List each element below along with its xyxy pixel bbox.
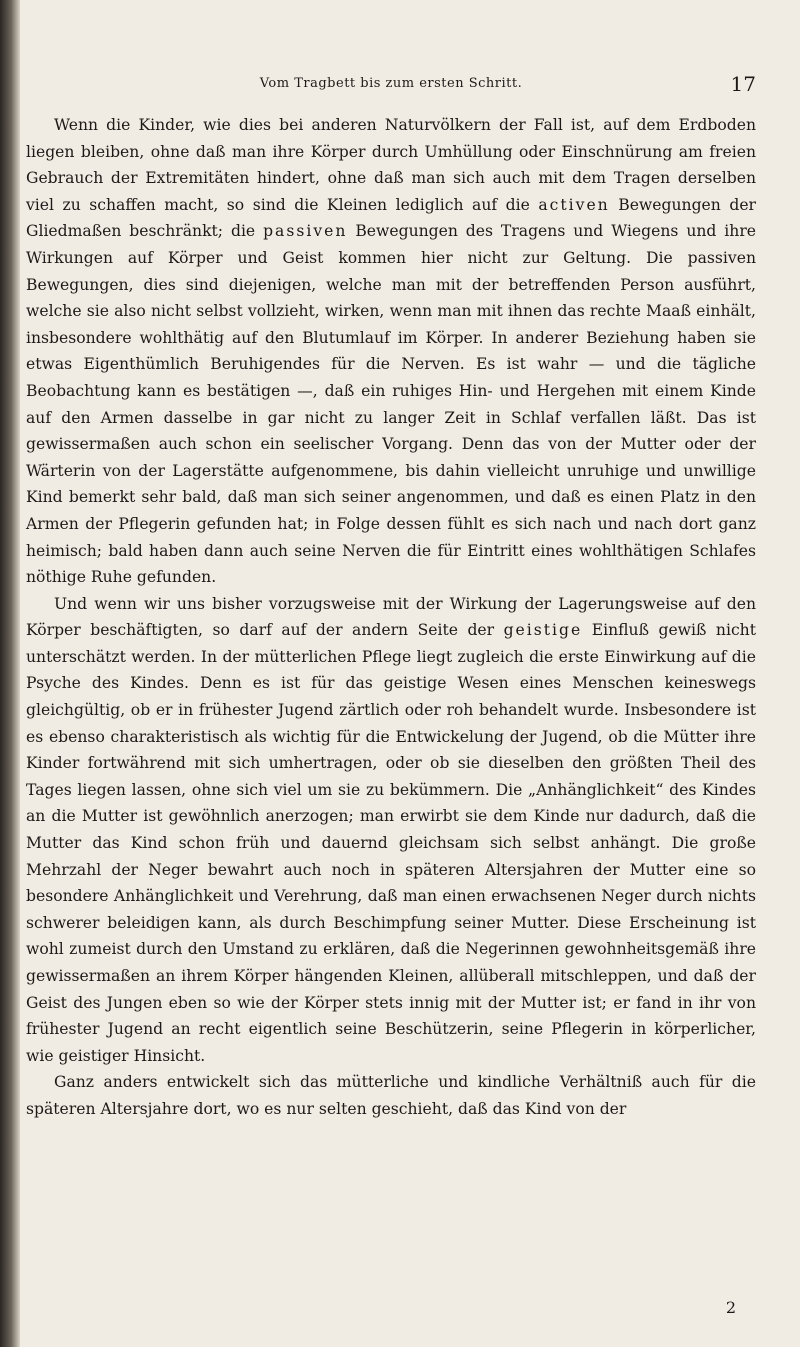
paragraph-text: Und wenn wir uns bisher vorzugsweise mit der Wirkung der Lagerungsweise auf den Körper beschäftigten, so darf auf der andern Seite der xyxy=(26,594,756,640)
paragraph-text: Ganz anders entwickelt sich das mütterliche und kindliche Verhältniß auch für die späteren Altersjahre dort, wo es nur selten geschieht, daß das Kind von der xyxy=(26,1073,756,1118)
paragraph xyxy=(26,112,756,591)
book-spine-shadow xyxy=(0,0,20,1347)
paragraph xyxy=(26,1069,756,1122)
paragraph-text: Bewegungen der Gliedmaßen beschränkt; die xyxy=(26,195,756,241)
spaced-emphasis: passiven xyxy=(263,222,348,241)
spaced-emphasis: activen xyxy=(538,195,610,214)
running-head-title: Vom Tragbett bis zum ersten Schritt. xyxy=(259,76,523,91)
signature-mark: 2 xyxy=(725,1298,736,1317)
paragraph xyxy=(26,591,756,1070)
running-head xyxy=(26,72,756,98)
paragraph-text: Einfluß gewiß nicht unterschätzt werden. In der mütterlichen Pflege liegt zugleich die erste Einwirkung auf die Psyche des Kindes. Denn es ist für das geistige Wesen eines Menschen keineswegs gleichgültig, ob er in frühester Jugend zärtlich oder roh behandelt wurde. Insbesondere ist es ebenso charakteristisch als wichtig für die Entwickelung der Jugend, ob die Mütter ihre Kinder fortwährend mit sich umhertragen, oder ob sie dieselben den größten Theil des Tages liegen lassen, ohne sich viel um sie zu bekümmern. Die „Anhänglichkeit“ des Kindes an die Mutter ist gewöhnlich anerzogen; man erwirbt sie dem Kinde nur dadurch, daß die Mutter das Kind schon früh und dauernd gleichsam sich selbst anhängt. Die große Mehrzahl der Neger bewahrt auch noch in späteren Altersjahren der Mutter eine so besondere Anhänglichkeit und Verehrung, daß man einen erwachsenen Neger durch nichts schwerer beleidigen kann, als durch Beschimpfung seiner Mutter. Diese Erscheinung ist wohl zumeist durch den Umstand zu erklären, daß die Negerinnen gewohnheitsgemäß ihre gewissermaßen an ihrem Körper hängenden Kleinen, allüberall mitschleppen, und daß der Geist des Jungen eben so wie der Körper stets innig mit der Mutter ist; er fand in ihr von frühester Jugend an recht eigentlich seine Beschützerin, seine Pflegerin in körperlicher, wie geistiger Hinsicht. xyxy=(26,621,756,1065)
body-text xyxy=(26,112,756,1123)
paragraph-text: Bewegungen des Tragens und Wiegens und ihre Wirkungen auf Körper und Geist kommen hier nicht zur Geltung. Die passiven Bewegungen, dies sind diejenigen, welche man mit der betreffenden Person ausführt, welche sie also nicht selbst vollzieht, wirken, wenn man mit ihnen das rechte Maaß einhält, insbesondere wohlthätig auf den Blutumlauf im Körper. In anderer Beziehung haben sie etwas Eigenthümlich Beruhigendes für die Nerven. Es ist wahr — und die tägliche Beobachtung kann es bestätigen —, daß ein ruhiges Hin- und Hergehen mit einem Kinde auf den Armen dasselbe in gar nicht zu langer Zeit in Schlaf verfallen läßt. Das ist gewissermaßen auch schon ein seelischer Vorgang. Denn das von der Mutter oder der Wärterin von der Lagerstätte aufgenommene, bis dahin vielleicht unruhige und unwillige Kind bemerkt sehr bald, daß man sich seiner angenommen, und daß es einen Platz in den Armen der Pflegerin gefunden hat; in Folge dessen fühlt es sich nach und nach dort ganz heimisch; bald haben dann auch seine Nerven die für Eintritt eines wohlthätigen Schlafes nöthige Ruhe gefunden. xyxy=(26,222,756,587)
paragraph-text: Wenn die Kinder, wie dies bei anderen Naturvölkern der Fall ist, auf dem Erdboden liegen bleiben, ohne daß man ihre Körper durch Umhüllung oder Einschnürung am freien Gebrauch der Extremitäten hindert, ohne daß man sich auch mit dem Tragen derselben viel zu schaffen macht, so sind die Kleinen lediglich auf die xyxy=(26,116,756,214)
spaced-emphasis: geistige xyxy=(503,621,583,640)
page-number: 17 xyxy=(730,72,756,96)
